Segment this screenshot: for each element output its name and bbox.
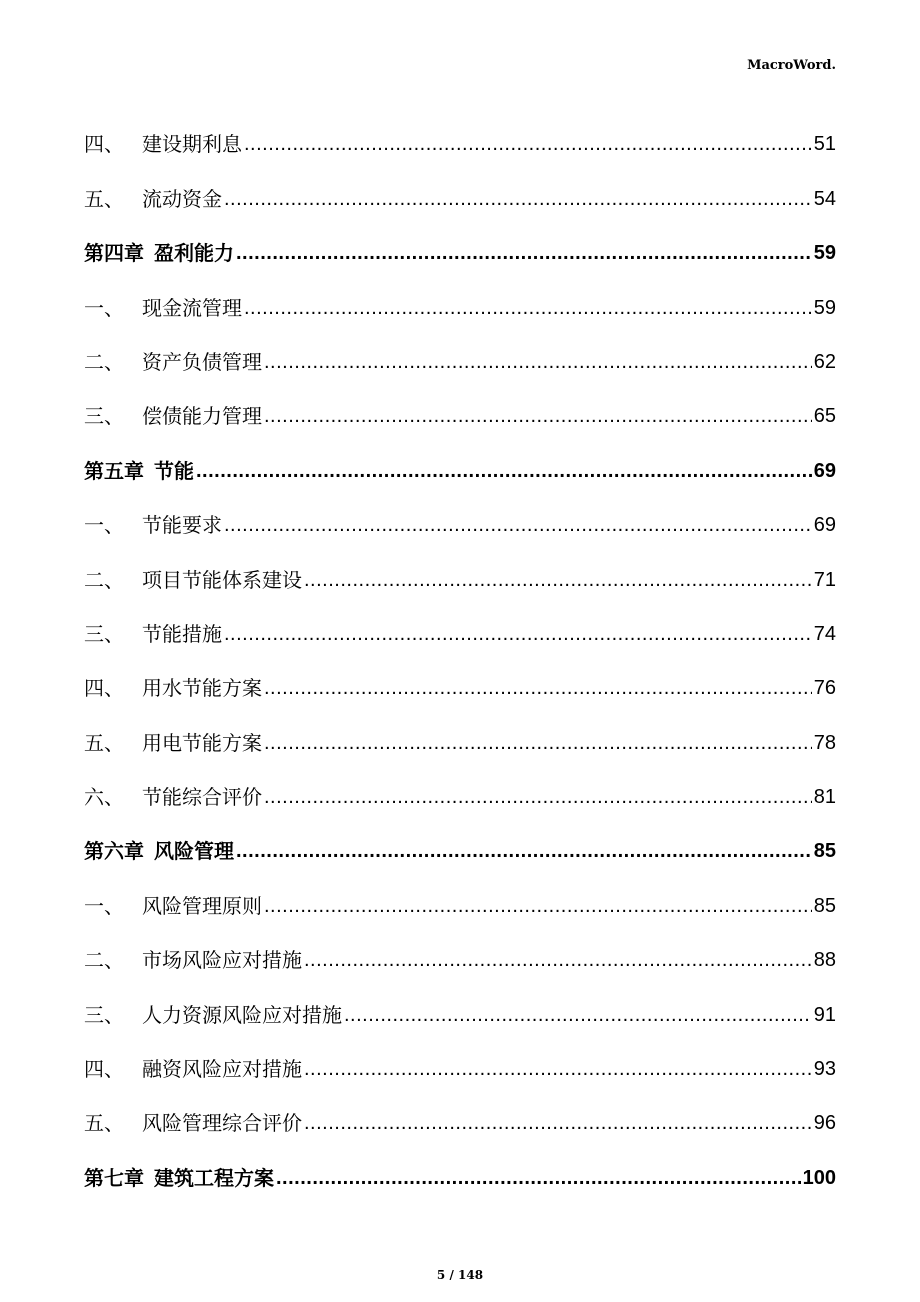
toc-page-number: 100 bbox=[802, 1166, 836, 1189]
toc-entry-number: 一、 bbox=[84, 513, 124, 538]
toc-page-number: 85 bbox=[813, 894, 836, 917]
toc-dot-leader bbox=[244, 298, 812, 318]
toc-page-number: 96 bbox=[813, 1112, 836, 1135]
toc-section-entry[interactable] bbox=[84, 1079, 836, 1136]
toc-entry-number: 四、 bbox=[84, 1057, 124, 1082]
toc-entry-number: 一、 bbox=[84, 893, 124, 918]
toc-entry-number: 五、 bbox=[84, 1111, 124, 1136]
toc-page-number: 88 bbox=[813, 949, 836, 972]
toc-dot-leader bbox=[304, 950, 812, 970]
toc-entry-title: 项目节能体系建设 bbox=[142, 567, 302, 592]
toc-section-entry[interactable] bbox=[84, 916, 836, 973]
toc-entry-number: 一、 bbox=[84, 295, 124, 320]
toc-entry-number: 第六章 bbox=[84, 839, 144, 864]
toc-dot-leader bbox=[304, 1113, 812, 1133]
toc-entry-number: 二、 bbox=[84, 567, 124, 592]
page-indicator: 5 / 148 bbox=[436, 1268, 484, 1282]
toc-entry-number: 第五章 bbox=[84, 458, 144, 483]
toc-entry-title: 人力资源风险应对措施 bbox=[142, 1002, 342, 1027]
toc-entry-number: 三、 bbox=[84, 1002, 124, 1027]
toc-entry-title: 风险管理 bbox=[154, 839, 234, 864]
toc-section-entry[interactable] bbox=[84, 753, 836, 810]
toc-section-entry[interactable] bbox=[84, 154, 836, 211]
toc-entry-title: 流动资金 bbox=[142, 186, 222, 211]
toc-section-entry[interactable] bbox=[84, 263, 836, 320]
toc-entry-title: 用电节能方案 bbox=[142, 730, 262, 755]
toc-dot-leader bbox=[224, 515, 812, 535]
toc-dot-leader bbox=[264, 733, 812, 753]
toc-dot-leader bbox=[264, 678, 812, 698]
toc-entry-title: 建设期利息 bbox=[142, 132, 242, 157]
toc-page-number: 54 bbox=[813, 187, 836, 210]
toc-entry-title: 现金流管理 bbox=[142, 295, 242, 320]
toc-entry-title: 市场风险应对措施 bbox=[142, 948, 302, 973]
toc-page-number: 85 bbox=[813, 840, 836, 863]
toc-entry-number: 第四章 bbox=[84, 241, 144, 266]
toc-entry-number: 三、 bbox=[84, 621, 124, 646]
toc-chapter-entry[interactable] bbox=[84, 807, 836, 864]
toc-chapter-entry[interactable] bbox=[84, 209, 836, 266]
header-brand: MacroWord. bbox=[747, 58, 836, 73]
toc-entry-title: 风险管理原则 bbox=[142, 893, 262, 918]
toc-entry-title: 节能措施 bbox=[142, 621, 222, 646]
toc-entry-title: 建筑工程方案 bbox=[154, 1165, 274, 1190]
toc-section-entry[interactable] bbox=[84, 372, 836, 429]
toc-entry-number: 第七章 bbox=[84, 1165, 144, 1190]
toc-entry-number: 五、 bbox=[84, 730, 124, 755]
table-of-contents bbox=[84, 100, 836, 1188]
toc-entry-number: 五、 bbox=[84, 186, 124, 211]
toc-entry-number: 三、 bbox=[84, 404, 124, 429]
toc-section-entry[interactable] bbox=[84, 861, 836, 918]
toc-page-number: 81 bbox=[813, 786, 836, 809]
toc-dot-leader bbox=[264, 406, 812, 426]
toc-entry-title: 节能综合评价 bbox=[142, 785, 262, 810]
toc-section-entry[interactable] bbox=[84, 590, 836, 644]
toc-page-number: 59 bbox=[813, 242, 836, 265]
toc-entry-title: 节能要求 bbox=[142, 513, 222, 538]
toc-page-number: 59 bbox=[813, 296, 836, 319]
toc-dot-leader bbox=[236, 841, 812, 861]
toc-dot-leader bbox=[276, 1168, 801, 1188]
toc-dot-leader bbox=[304, 570, 812, 590]
toc-section-entry[interactable] bbox=[84, 644, 836, 701]
toc-page-number: 65 bbox=[813, 405, 836, 428]
toc-dot-leader bbox=[304, 1059, 812, 1079]
toc-entry-title: 节能 bbox=[154, 458, 194, 483]
toc-entry-title: 风险管理综合评价 bbox=[142, 1111, 302, 1136]
toc-entry-title: 盈利能力 bbox=[154, 241, 234, 266]
toc-section-entry[interactable] bbox=[84, 100, 836, 157]
toc-page-number: 62 bbox=[813, 350, 836, 373]
toc-dot-leader bbox=[196, 461, 812, 481]
toc-entry-number: 六、 bbox=[84, 785, 124, 810]
toc-dot-leader bbox=[264, 787, 812, 807]
toc-page-number: 51 bbox=[813, 133, 836, 156]
toc-page-number: 76 bbox=[813, 677, 836, 700]
toc-page-number: 93 bbox=[813, 1058, 836, 1081]
toc-entry-number: 二、 bbox=[84, 349, 124, 374]
toc-entry-number: 二、 bbox=[84, 948, 124, 973]
toc-dot-leader bbox=[244, 134, 812, 154]
toc-page-number: 69 bbox=[813, 459, 836, 482]
toc-dot-leader bbox=[236, 243, 812, 263]
toc-dot-leader bbox=[344, 1005, 812, 1025]
toc-entry-title: 偿债能力管理 bbox=[142, 404, 262, 429]
toc-section-entry[interactable] bbox=[84, 1025, 836, 1082]
toc-entry-title: 融资风险应对措施 bbox=[142, 1057, 302, 1082]
toc-chapter-entry[interactable] bbox=[84, 426, 836, 483]
toc-entry-title: 用水节能方案 bbox=[142, 676, 262, 701]
toc-entry-number: 四、 bbox=[84, 676, 124, 701]
toc-chapter-entry[interactable] bbox=[84, 1133, 836, 1190]
toc-section-entry[interactable] bbox=[84, 318, 836, 372]
toc-section-entry[interactable] bbox=[84, 970, 836, 1027]
toc-entry-title: 资产负债管理 bbox=[142, 349, 262, 374]
toc-page-number: 69 bbox=[813, 514, 836, 537]
toc-dot-leader bbox=[224, 189, 812, 209]
toc-page-number: 74 bbox=[813, 622, 836, 645]
toc-section-entry[interactable] bbox=[84, 698, 836, 755]
toc-dot-leader bbox=[264, 896, 812, 916]
toc-page-number: 91 bbox=[813, 1003, 836, 1026]
toc-entry-number: 四、 bbox=[84, 132, 124, 157]
toc-page-number: 78 bbox=[813, 731, 836, 754]
toc-section-entry[interactable] bbox=[84, 535, 836, 592]
toc-page-number: 71 bbox=[813, 568, 836, 591]
toc-section-entry[interactable] bbox=[84, 481, 836, 538]
toc-dot-leader bbox=[264, 352, 812, 372]
toc-dot-leader bbox=[224, 624, 812, 644]
